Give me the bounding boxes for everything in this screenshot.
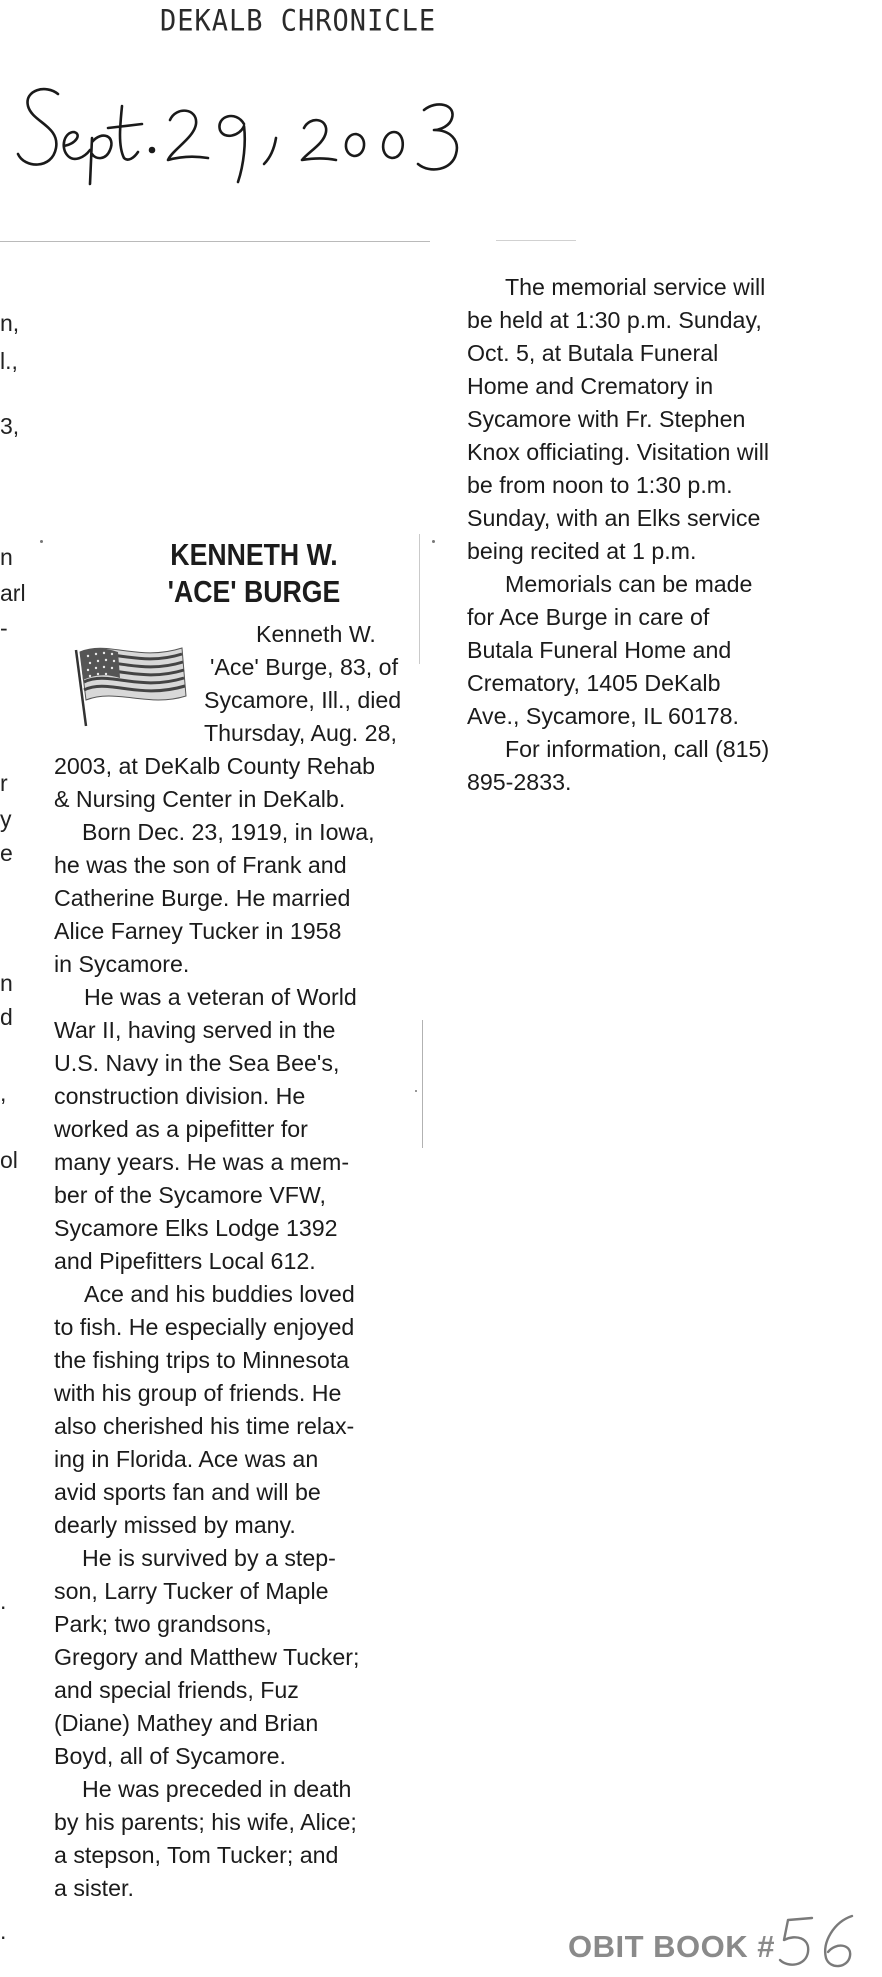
text-line: Crematory, 1405 DeKalb [467,670,721,696]
margin-fragment: n, [0,310,20,336]
text-line: Oct. 5, at Butala Funeral [467,340,719,366]
text-line: 2003, at DeKalb County Rehab [54,753,375,779]
text-line: dearly missed by many. [54,1512,296,1538]
text-line: in Sycamore. [54,951,190,977]
speck [415,1090,417,1092]
text-line: Home and Crematory in [467,373,714,399]
handwritten-obit-book-number [774,1908,864,1974]
margin-fragment: n [0,970,13,996]
text-line: Ave., Sycamore, IL 60178. [467,703,739,729]
newspaper-masthead: DEKALB CHRONICLE [160,4,437,39]
margin-fragment: . [0,1918,7,1944]
text-line: Sunday, with an Elks service [467,505,761,531]
text-line: ber of the Sycamore VFW, [54,1182,326,1208]
text-line: (Diane) Mathey and Brian [54,1710,319,1736]
headline-line: KENNETH W. [170,537,338,572]
headline-line: 'ACE' BURGE [167,574,341,609]
obituary-column-right [467,271,769,799]
text-line: Sycamore with Fr. Stephen [467,406,746,432]
margin-fragment: l., [0,348,18,374]
margin-fragment: y [0,806,12,832]
text-line: He was preceded in death [82,1776,352,1802]
text-line: For information, call (815) [505,736,770,762]
text-line: U.S. Navy in the Sea Bee's, [54,1050,340,1076]
text-line: avid sports fan and will be [54,1479,321,1505]
margin-fragment: ol [0,1147,18,1173]
column-rule [419,534,420,664]
text-line: & Nursing Center in DeKalb. [54,786,346,812]
speck [40,540,43,543]
text-line: ing in Florida. Ace was an [54,1446,319,1472]
text-line: Memorials can be made [505,571,753,597]
text-line: son, Larry Tucker of Maple [54,1578,329,1604]
margin-fragment: . [0,1588,7,1614]
text-line: Boyd, all of Sycamore. [54,1743,286,1769]
margin-fragment: e [0,840,13,866]
margin-fragment: , [0,1080,7,1106]
text-line: worked as a pipefitter for [54,1116,308,1142]
margin-fragment: d [0,1004,13,1030]
text-line: he was the son of Frank and [54,852,347,878]
text-line: Born Dec. 23, 1919, in Iowa, [82,819,375,845]
text-line: a stepson, Tom Tucker; and [54,1842,339,1868]
text-line: Knox officiating. Visitation will [467,439,770,465]
text-line: many years. He was a mem- [54,1149,350,1175]
text-line: Gregory and Matthew Tucker; [54,1644,360,1670]
margin-fragment: r [0,770,8,796]
text-line: and Pipefitters Local 612. [54,1248,316,1274]
text-line: the fishing trips to Minnesota [54,1347,350,1373]
text-line: by his parents; his wife, Alice; [54,1809,357,1835]
top-rule-right [496,240,576,241]
text-line: a sister. [54,1875,134,1901]
speck [432,540,435,543]
text-line: Kenneth W. [256,621,376,647]
handwritten-date [12,76,482,191]
text-line: Butala Funeral Home and [467,637,732,663]
text-line: be held at 1:30 p.m. Sunday, [467,307,762,333]
text-line: Park; two grandsons, [54,1611,272,1637]
text-line: Ace and his buddies loved [84,1281,355,1307]
column-rule-lower [422,1020,423,1148]
margin-fragment: n [0,544,13,570]
text-line: Alice Farney Tucker in 1958 [54,918,342,944]
text-line: construction division. He [54,1083,306,1109]
obit-book-label: OBIT BOOK # [568,1929,776,1964]
text-line: and special friends, Fuz [54,1677,299,1703]
obituary-column-left [54,618,401,1905]
text-line: being recited at 1 p.m. [467,538,697,564]
text-line: 'Ace' Burge, 83, of [210,654,399,680]
obituary-headline [147,536,360,610]
top-rule [0,241,430,242]
text-line: War II, having served in the [54,1017,336,1043]
text-line: The memorial service will [505,274,766,300]
text-line: also cherished his time relax- [54,1413,355,1439]
text-line: Sycamore Elks Lodge 1392 [54,1215,338,1241]
text-line: for Ace Burge in care of [467,604,710,630]
text-line: He is survived by a step- [82,1545,336,1571]
text-line: He was a veteran of World [84,984,357,1010]
margin-fragment: arl [0,580,26,606]
text-line: with his group of friends. He [54,1380,342,1406]
text-line: be from noon to 1:30 p.m. [467,472,733,498]
text-line: Catherine Burge. He married [54,885,351,911]
text-line: 895-2833. [467,769,572,795]
text-line: Thursday, Aug. 28, [204,720,397,746]
margin-fragment: - [0,615,8,641]
text-line: Sycamore, Ill., died [204,687,402,713]
text-line: to fish. He especially enjoyed [54,1314,355,1340]
margin-fragment: 3, [0,413,20,439]
